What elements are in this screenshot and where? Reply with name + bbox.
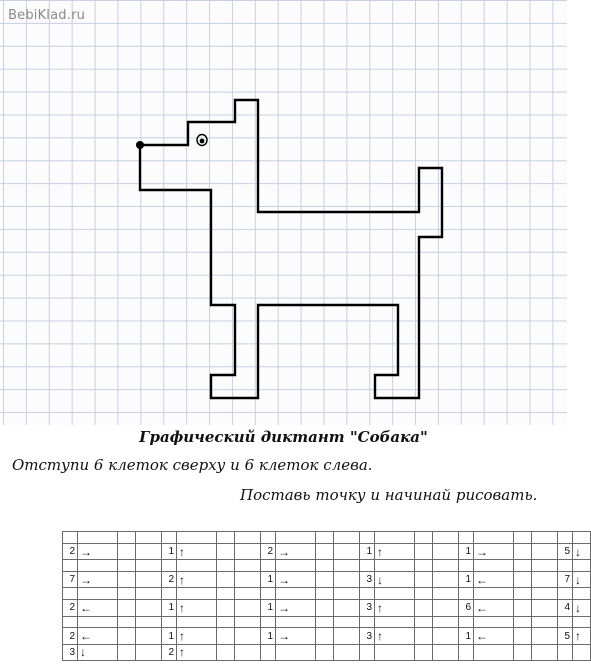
table-cell-empty xyxy=(474,616,514,628)
table-cell-empty xyxy=(63,616,78,628)
table-cell-empty xyxy=(118,543,136,559)
table-cell-empty xyxy=(459,560,474,572)
table-cell-empty xyxy=(360,560,375,572)
step-count: 1 xyxy=(162,600,177,616)
table-cell-empty xyxy=(532,532,558,544)
step-count xyxy=(459,644,474,660)
table-cell-empty xyxy=(558,532,573,544)
table-cell-empty xyxy=(235,560,261,572)
direction-arrow-icon: → xyxy=(474,543,514,559)
table-cell-empty xyxy=(177,532,217,544)
table-cell-empty xyxy=(375,532,415,544)
table-cell-empty xyxy=(136,644,162,660)
step-count xyxy=(558,644,573,660)
table-cell-empty xyxy=(316,600,334,616)
table-cell-empty xyxy=(235,543,261,559)
dictation-row xyxy=(63,644,591,660)
table-cell-empty xyxy=(334,572,360,588)
table-cell-empty xyxy=(235,628,261,644)
table-cell-empty xyxy=(433,572,459,588)
table-cell-empty xyxy=(162,560,177,572)
dictation-row xyxy=(63,543,591,559)
table-cell-empty xyxy=(217,628,235,644)
table-cell-empty xyxy=(316,588,334,600)
table-cell-empty xyxy=(217,532,235,544)
table-cell-empty xyxy=(316,560,334,572)
step-count: 7 xyxy=(63,572,78,588)
table-cell-empty xyxy=(433,543,459,559)
table-cell-empty xyxy=(433,532,459,544)
table-cell-empty xyxy=(118,644,136,660)
table-cell-empty xyxy=(514,644,532,660)
direction-arrow-icon: ← xyxy=(474,600,514,616)
table-cell-empty xyxy=(316,644,334,660)
step-count: 2 xyxy=(63,543,78,559)
direction-arrow-icon: ← xyxy=(78,600,118,616)
table-cell-empty xyxy=(162,588,177,600)
table-spacer-row xyxy=(63,532,591,544)
step-count: 1 xyxy=(261,572,276,588)
page-title: Графический диктант "Собака" xyxy=(139,428,428,446)
table-cell-empty xyxy=(136,616,162,628)
table-cell-empty xyxy=(235,588,261,600)
table-cell-empty xyxy=(78,560,118,572)
table-spacer-row xyxy=(63,560,591,572)
table-cell-empty xyxy=(217,572,235,588)
instruction-offset: Отступи 6 клеток сверху и 6 клеток слева. xyxy=(12,456,373,474)
step-count: 1 xyxy=(162,543,177,559)
table-cell-empty xyxy=(415,600,433,616)
table-cell-empty xyxy=(316,616,334,628)
table-cell-empty xyxy=(415,628,433,644)
table-cell-empty xyxy=(514,543,532,559)
table-cell-empty xyxy=(261,616,276,628)
table-cell-empty xyxy=(235,644,261,660)
direction-arrow-icon: ← xyxy=(474,572,514,588)
table-cell-empty xyxy=(433,560,459,572)
table-cell-empty xyxy=(162,532,177,544)
table-cell-empty xyxy=(177,588,217,600)
direction-arrow-icon: ↓ xyxy=(573,572,591,588)
table-cell-empty xyxy=(415,616,433,628)
table-cell-empty xyxy=(532,644,558,660)
table-cell-empty xyxy=(118,600,136,616)
dictation-table xyxy=(62,531,581,661)
direction-arrow-icon xyxy=(573,644,591,660)
table-cell-empty xyxy=(532,616,558,628)
step-count: 1 xyxy=(459,628,474,644)
dog-outline xyxy=(140,100,442,398)
table-cell-empty xyxy=(375,588,415,600)
table-spacer-row xyxy=(63,616,591,628)
table-cell-empty xyxy=(558,560,573,572)
watermark: BebiKlad.ru xyxy=(8,8,86,23)
table-cell-empty xyxy=(235,616,261,628)
step-count: 3 xyxy=(63,644,78,660)
table-cell-empty xyxy=(532,560,558,572)
table-cell-empty xyxy=(217,588,235,600)
table-cell-empty xyxy=(459,616,474,628)
table-cell-empty xyxy=(360,588,375,600)
table-cell-empty xyxy=(433,628,459,644)
step-count: 1 xyxy=(459,572,474,588)
table-cell-empty xyxy=(136,560,162,572)
table-cell-empty xyxy=(261,560,276,572)
step-count: 2 xyxy=(261,543,276,559)
step-count xyxy=(261,644,276,660)
direction-arrow-icon: ← xyxy=(474,628,514,644)
table-cell-empty xyxy=(334,588,360,600)
direction-arrow-icon: ↓ xyxy=(573,543,591,559)
table-cell-empty xyxy=(360,616,375,628)
dictation-row xyxy=(63,600,591,616)
table-cell-empty xyxy=(217,560,235,572)
step-count: 5 xyxy=(558,543,573,559)
step-count: 3 xyxy=(360,572,375,588)
table-cell-empty xyxy=(514,560,532,572)
direction-arrow-icon: ↓ xyxy=(573,600,591,616)
table-cell-empty xyxy=(136,628,162,644)
step-count: 6 xyxy=(459,600,474,616)
direction-arrow-icon xyxy=(474,644,514,660)
table-cell-empty xyxy=(177,616,217,628)
direction-arrow-icon: → xyxy=(276,543,316,559)
instruction-start: Поставь точку и начинай рисовать. xyxy=(240,486,538,504)
table-cell-empty xyxy=(459,532,474,544)
step-count: 1 xyxy=(459,543,474,559)
table-cell-empty xyxy=(573,532,591,544)
table-cell-empty xyxy=(415,543,433,559)
table-cell-empty xyxy=(63,560,78,572)
direction-arrow-icon: ↑ xyxy=(177,572,217,588)
table-cell-empty xyxy=(235,532,261,544)
table-cell-empty xyxy=(532,628,558,644)
direction-arrow-icon: → xyxy=(276,572,316,588)
table-cell-empty xyxy=(118,588,136,600)
direction-arrow-icon: ↑ xyxy=(177,543,217,559)
table-cell-empty xyxy=(415,644,433,660)
direction-arrow-icon: → xyxy=(78,572,118,588)
step-count xyxy=(360,644,375,660)
step-count: 2 xyxy=(162,644,177,660)
table-cell-empty xyxy=(433,616,459,628)
direction-arrow-icon xyxy=(375,644,415,660)
step-count: 5 xyxy=(558,628,573,644)
step-count: 3 xyxy=(360,600,375,616)
table-cell-empty xyxy=(118,560,136,572)
step-count: 7 xyxy=(558,572,573,588)
table-cell-empty xyxy=(118,616,136,628)
dictation-row xyxy=(63,572,591,588)
table-cell-empty xyxy=(514,588,532,600)
table-cell-empty xyxy=(162,616,177,628)
table-cell-empty xyxy=(136,532,162,544)
direction-arrow-icon: ↑ xyxy=(375,600,415,616)
table-cell-empty xyxy=(558,588,573,600)
table-cell-empty xyxy=(433,644,459,660)
table-cell-empty xyxy=(514,616,532,628)
table-cell-empty xyxy=(415,532,433,544)
direction-arrow-icon: ↑ xyxy=(177,600,217,616)
table-cell-empty xyxy=(63,532,78,544)
table-cell-empty xyxy=(360,532,375,544)
table-cell-empty xyxy=(334,600,360,616)
table-cell-empty xyxy=(276,616,316,628)
direction-arrow-icon: ↑ xyxy=(177,644,217,660)
table-cell-empty xyxy=(532,543,558,559)
table-cell-empty xyxy=(415,588,433,600)
table-cell-empty xyxy=(316,543,334,559)
direction-arrow-icon: → xyxy=(276,600,316,616)
table-cell-empty xyxy=(514,628,532,644)
table-cell-empty xyxy=(375,560,415,572)
table-cell-empty xyxy=(474,532,514,544)
table-cell-empty xyxy=(415,560,433,572)
table-cell-empty xyxy=(459,588,474,600)
table-cell-empty xyxy=(177,560,217,572)
table-cell-empty xyxy=(78,588,118,600)
direction-arrow-icon: ← xyxy=(78,628,118,644)
table-cell-empty xyxy=(276,588,316,600)
table-cell-empty xyxy=(261,532,276,544)
direction-arrow-icon: → xyxy=(78,543,118,559)
table-cell-empty xyxy=(136,543,162,559)
direction-arrow-icon: → xyxy=(276,628,316,644)
table-cell-empty xyxy=(78,532,118,544)
table-cell-empty xyxy=(334,532,360,544)
table-cell-empty xyxy=(433,600,459,616)
step-count: 1 xyxy=(360,543,375,559)
step-count: 2 xyxy=(63,600,78,616)
table-cell-empty xyxy=(316,532,334,544)
table-cell-empty xyxy=(217,600,235,616)
table-cell-empty xyxy=(532,588,558,600)
table-cell-empty xyxy=(573,616,591,628)
table-cell-empty xyxy=(276,532,316,544)
table-cell-empty xyxy=(415,572,433,588)
table-cell-empty xyxy=(532,572,558,588)
table-spacer-row xyxy=(63,588,591,600)
table-cell-empty xyxy=(532,600,558,616)
table-cell-empty xyxy=(136,600,162,616)
table-cell-empty xyxy=(316,628,334,644)
table-cell-empty xyxy=(118,572,136,588)
direction-arrow-icon: ↑ xyxy=(375,543,415,559)
step-count: 3 xyxy=(360,628,375,644)
table-cell-empty xyxy=(235,600,261,616)
table-cell-empty xyxy=(334,543,360,559)
direction-arrow-icon: ↓ xyxy=(78,644,118,660)
table-cell-empty xyxy=(276,560,316,572)
direction-arrow-icon: ↑ xyxy=(375,628,415,644)
table-cell-empty xyxy=(63,588,78,600)
table-cell-empty xyxy=(514,600,532,616)
table-cell-empty xyxy=(573,560,591,572)
table-cell-empty xyxy=(334,616,360,628)
direction-arrow-icon: ↑ xyxy=(573,628,591,644)
direction-arrow-icon: ↑ xyxy=(177,628,217,644)
step-count: 2 xyxy=(162,572,177,588)
table-cell-empty xyxy=(573,588,591,600)
table-cell-empty xyxy=(474,560,514,572)
table-cell-empty xyxy=(261,588,276,600)
table-cell-empty xyxy=(334,644,360,660)
table-cell-empty xyxy=(136,588,162,600)
step-count: 2 xyxy=(63,628,78,644)
table-cell-empty xyxy=(235,572,261,588)
table-cell-empty xyxy=(118,532,136,544)
table-cell-empty xyxy=(78,616,118,628)
table-cell-empty xyxy=(514,572,532,588)
table-cell-empty xyxy=(375,616,415,628)
step-count: 1 xyxy=(261,600,276,616)
table-cell-empty xyxy=(474,588,514,600)
direction-arrow-icon: ↓ xyxy=(375,572,415,588)
table-cell-empty xyxy=(558,616,573,628)
table-cell-empty xyxy=(316,572,334,588)
dictation-table-body xyxy=(63,532,591,661)
start-dot xyxy=(136,141,144,149)
table-cell-empty xyxy=(118,628,136,644)
dog-pupil xyxy=(200,139,205,144)
table-cell-empty xyxy=(334,628,360,644)
table-cell-empty xyxy=(514,532,532,544)
table-cell-empty xyxy=(433,588,459,600)
direction-arrow-icon xyxy=(276,644,316,660)
step-count: 1 xyxy=(261,628,276,644)
dictation-row xyxy=(63,628,591,644)
step-count: 4 xyxy=(558,600,573,616)
table-cell-empty xyxy=(136,572,162,588)
step-count: 1 xyxy=(162,628,177,644)
table-cell-empty xyxy=(217,644,235,660)
table-cell-empty xyxy=(334,560,360,572)
table-cell-empty xyxy=(217,616,235,628)
table-cell-empty xyxy=(217,543,235,559)
